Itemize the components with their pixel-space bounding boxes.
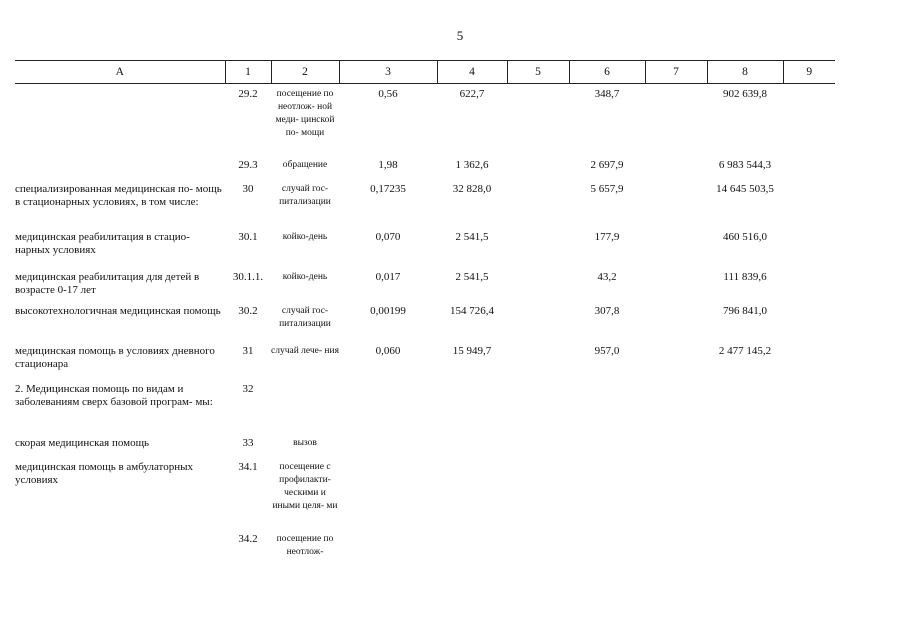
- cell-col-3: [339, 434, 437, 458]
- cell-col-2: случай гос- питализации: [279, 183, 331, 207]
- cell-col-5: [507, 530, 569, 578]
- cell-col-8: 902 639,8: [723, 88, 767, 100]
- cell-col-7: [645, 342, 707, 380]
- header-col-5: 5: [507, 61, 569, 84]
- cell-col-6: [569, 530, 645, 578]
- cell-col-5: [507, 180, 569, 228]
- cell-col-7: [645, 156, 707, 180]
- cell-col-a: медицинская реабилитация для детей в возрасте 0-17 лет: [15, 270, 200, 296]
- cell-col-8: 6 983 544,3: [718, 158, 772, 171]
- cell-col-1: 30.2: [238, 304, 258, 317]
- cell-col-7: [645, 380, 707, 434]
- cell-col-9: [783, 380, 835, 434]
- cell-col-1: 30.1: [238, 230, 258, 243]
- header-col-7: 7: [645, 61, 707, 84]
- cell-col-1: 34.2: [238, 532, 258, 545]
- cell-col-4: 32 828,0: [452, 182, 492, 195]
- cell-col-2: случай гос- питализации: [279, 305, 331, 329]
- cell-col-3: 0,00199: [370, 304, 406, 317]
- cell-col-6: [569, 434, 645, 458]
- cell-col-1: 29.2: [238, 88, 258, 100]
- cell-col-9: [783, 228, 835, 268]
- table-row: [15, 180, 835, 228]
- cell-col-a: [15, 84, 225, 156]
- cell-col-6: 2 697,9: [590, 158, 624, 171]
- table-row: [15, 228, 835, 268]
- data-table: [15, 60, 835, 578]
- cell-col-4: 2 541,5: [455, 270, 489, 283]
- cell-col-2: койко-день: [282, 231, 328, 242]
- cell-col-a: специализированная медицинская по- мощь в стационарных условиях, в том числе:: [15, 182, 222, 208]
- cell-col-2: посещение по неотлож- ной меди- цинской по- мощи: [275, 89, 335, 138]
- cell-col-6: 957,0: [594, 344, 620, 357]
- cell-col-9: [783, 84, 835, 156]
- cell-col-8: [707, 434, 783, 458]
- table-row: [15, 530, 835, 578]
- cell-col-7: [645, 458, 707, 530]
- cell-col-3: [339, 530, 437, 578]
- cell-col-9: [783, 302, 835, 342]
- header-col-4: 4: [437, 61, 507, 84]
- cell-col-3: 1,98: [378, 158, 398, 171]
- cell-col-9: [783, 268, 835, 302]
- cell-col-2: койко-день: [282, 271, 328, 282]
- table-row: [15, 84, 835, 156]
- cell-col-1: 30.1.1.: [232, 270, 264, 283]
- cell-col-2: [271, 380, 339, 434]
- cell-col-a: 2. Медицинская помощь по видам и заболеваниям сверх базовой програм- мы:: [15, 382, 213, 408]
- cell-col-9: [783, 530, 835, 578]
- cell-col-a: медицинская помощь в условиях дневного стационара: [15, 344, 215, 370]
- cell-col-7: [645, 434, 707, 458]
- cell-col-8: 2 477 145,2: [718, 344, 772, 357]
- cell-col-8: [707, 458, 783, 530]
- cell-col-2: случай лече- ния: [271, 345, 339, 356]
- table-row: [15, 342, 835, 380]
- cell-col-4: [437, 530, 507, 578]
- table-body: [15, 84, 835, 578]
- cell-col-7: [645, 228, 707, 268]
- cell-col-4: [437, 458, 507, 530]
- cell-col-1: 31: [242, 344, 254, 357]
- cell-col-1: 30: [242, 182, 254, 195]
- cell-col-4: [437, 380, 507, 434]
- cell-col-5: [507, 342, 569, 380]
- table-row: [15, 380, 835, 434]
- page-number: 5: [456, 28, 464, 43]
- header-col-8: 8: [707, 61, 783, 84]
- cell-col-3: 0,017: [375, 270, 401, 283]
- cell-col-8: 460 516,0: [723, 230, 767, 243]
- cell-col-6: [569, 458, 645, 530]
- cell-col-3: [339, 380, 437, 434]
- cell-col-7: [645, 530, 707, 578]
- cell-col-8: 14 645 503,5: [716, 182, 774, 195]
- cell-col-2: посещение по неотлож-: [276, 533, 334, 557]
- header-col-1: 1: [225, 61, 271, 84]
- table-row: [15, 156, 835, 180]
- cell-col-9: [783, 458, 835, 530]
- cell-col-3: 0,070: [375, 230, 401, 243]
- header-col-2: 2: [271, 61, 339, 84]
- cell-col-4: 15 949,7: [452, 344, 492, 357]
- cell-col-6: 348,7: [594, 88, 620, 100]
- cell-col-4: 622,7: [459, 88, 485, 100]
- cell-col-a: скорая медицинская помощь: [15, 436, 150, 449]
- cell-col-a: [15, 530, 225, 578]
- cell-col-4: 1 362,6: [455, 158, 489, 171]
- cell-col-6: [569, 380, 645, 434]
- header-row: [15, 61, 835, 84]
- cell-col-5: [507, 268, 569, 302]
- table-row: [15, 458, 835, 530]
- cell-col-3: [339, 458, 437, 530]
- cell-col-9: [783, 434, 835, 458]
- header-col-3: 3: [339, 61, 437, 84]
- cell-col-8: [707, 530, 783, 578]
- cell-col-8: [707, 380, 783, 434]
- cell-col-a: высокотехнологичная медицинская помощь: [15, 304, 221, 317]
- cell-col-2: обращение: [282, 159, 328, 170]
- cell-col-6: 307,8: [594, 304, 620, 317]
- cell-col-1: 32: [242, 382, 254, 395]
- cell-col-7: [645, 84, 707, 156]
- cell-col-3: 0,060: [375, 344, 401, 357]
- cell-col-5: [507, 458, 569, 530]
- table-row: [15, 434, 835, 458]
- cell-col-7: [645, 268, 707, 302]
- cell-col-7: [645, 302, 707, 342]
- cell-col-4: 154 726,4: [450, 304, 494, 317]
- cell-col-5: [507, 228, 569, 268]
- cell-col-1: 34.1: [238, 460, 258, 473]
- cell-col-a: медицинская реабилитация в стацио- нарных условиях: [15, 230, 190, 256]
- cell-col-4: 2 541,5: [455, 230, 489, 243]
- cell-col-6: 43,2: [597, 270, 617, 283]
- cell-col-7: [645, 180, 707, 228]
- cell-col-8: 111 839,6: [723, 270, 767, 283]
- cell-col-9: [783, 342, 835, 380]
- header-col-a: А: [15, 61, 225, 84]
- cell-col-6: 177,9: [594, 230, 620, 243]
- cell-col-5: [507, 156, 569, 180]
- cell-col-8: 796 841,0: [723, 304, 767, 317]
- cell-col-a: медицинская помощь в амбулаторных условиях: [15, 460, 193, 486]
- cell-col-3: 0,17235: [370, 182, 406, 195]
- cell-col-2: вызов: [293, 437, 317, 448]
- cell-col-5: [507, 302, 569, 342]
- cell-col-1: 33: [242, 436, 254, 449]
- cell-col-a: [15, 156, 225, 180]
- cell-col-5: [507, 84, 569, 156]
- cell-col-4: [437, 434, 507, 458]
- cell-col-3: 0,56: [378, 88, 398, 100]
- cell-col-5: [507, 380, 569, 434]
- table-row: [15, 268, 835, 302]
- table-row: [15, 302, 835, 342]
- cell-col-9: [783, 156, 835, 180]
- cell-col-9: [783, 180, 835, 228]
- header-col-6: 6: [569, 61, 645, 84]
- cell-col-2: посещение с профилакти- ческими и иными целя- ми: [272, 461, 338, 511]
- cell-col-6: 5 657,9: [590, 182, 624, 195]
- cell-col-1: 29.3: [238, 158, 258, 171]
- cell-col-5: [507, 434, 569, 458]
- header-col-9: 9: [783, 61, 835, 84]
